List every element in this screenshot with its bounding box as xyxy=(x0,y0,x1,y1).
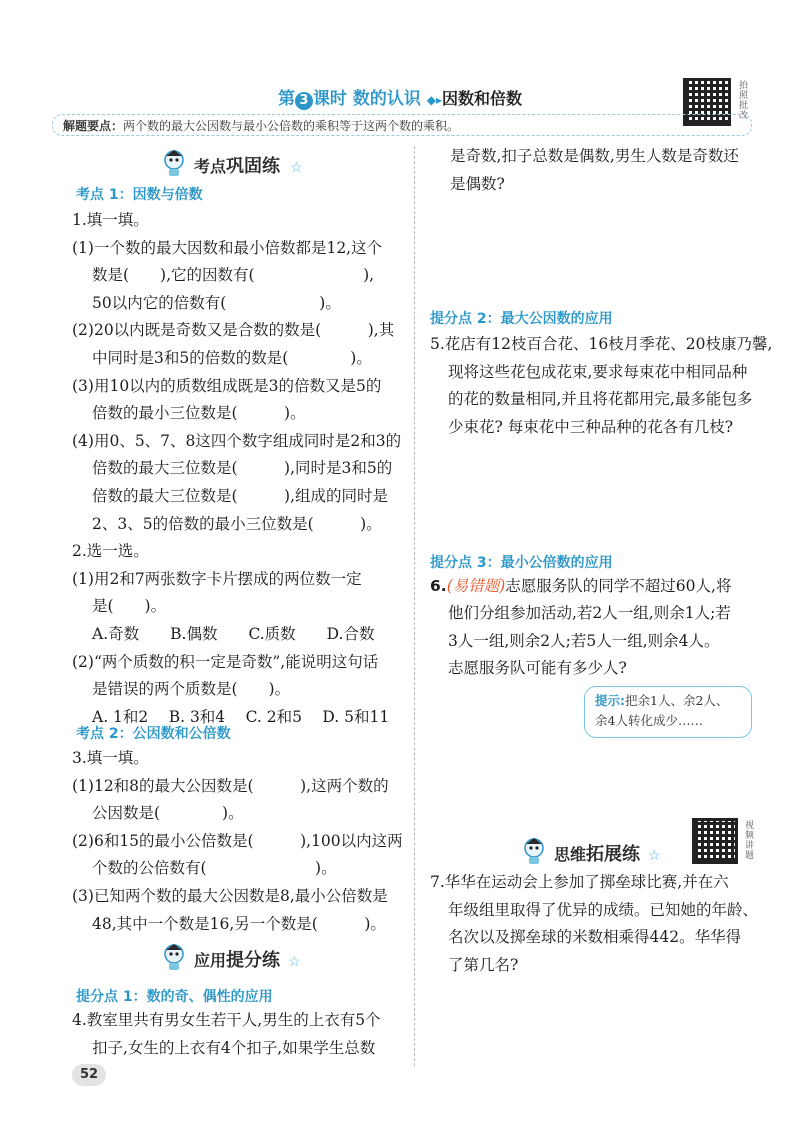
text-line: 是( )。 xyxy=(92,597,167,616)
section-application xyxy=(160,942,320,972)
text-line: 是奇数,扣子总数是偶数,男生人数是奇数还 xyxy=(450,147,739,165)
text-line: 是错误的两个质数是( )。 xyxy=(92,680,291,699)
qr-code-icon[interactable] xyxy=(692,818,738,864)
text-line: 年级组里取得了优异的成绩。已知她的年龄、 xyxy=(448,900,759,919)
text-line: 2.选一选。 xyxy=(72,542,149,561)
star-icon: ☆ xyxy=(288,954,301,970)
text-line: 个数的公倍数有( )。 xyxy=(92,859,337,878)
text-line: A. 1和2 B. 3和4 C. 2和5 D. 5和11 xyxy=(92,707,390,726)
section-title: 应用提分练 xyxy=(194,950,281,971)
hint-label: 提示: xyxy=(595,693,625,708)
tip-label: 解题要点： xyxy=(63,119,124,133)
kp-heading: 考点 1：因数与倍数 xyxy=(76,187,203,203)
lesson-number-badge: 3 xyxy=(295,92,313,110)
text-line: (2)20以内既是奇数又是合数的数是( ),其 xyxy=(72,321,395,340)
qr-label: 视频讲题 xyxy=(743,820,753,860)
text-line: 是偶数? xyxy=(450,174,505,193)
text-line: 他们分组参加活动,若2人一组,则余1人;若 xyxy=(448,604,731,622)
mascot-icon xyxy=(160,942,188,972)
star-icon: ☆ xyxy=(648,848,661,864)
mascot-icon xyxy=(160,148,188,178)
text-line: 的花的数量相同,并且将花都用完,最多能包多 xyxy=(448,390,753,409)
text-line: 倍数的最大三位数是( ),同时是3和5的 xyxy=(92,459,393,478)
text-line: 50以内它的倍数有( )。 xyxy=(92,293,341,312)
lesson-prefix: 第 xyxy=(277,89,295,109)
tip-text: 两个数的最大公因数与最小公倍数的乘积等于这两个数的乘积。 xyxy=(123,119,460,133)
text-line: 7.华华在运动会上参加了掷垒球比赛,并在六 xyxy=(430,873,729,891)
text-line: (4)用0、5、7、8这四个数字组成同时是2和3的 xyxy=(72,431,402,450)
text-line: 现将这些花包成花束,要求每束花中相同品种 xyxy=(448,362,748,381)
kp-heading: 提分点 1：数的奇、偶性的应用 xyxy=(76,989,273,1005)
section-extension xyxy=(520,836,680,866)
lesson-title xyxy=(278,84,522,110)
text-line: 倍数的最小三位数是( )。 xyxy=(92,404,306,423)
text-line: 志愿服务队可能有多少人? xyxy=(448,659,627,678)
text-line: (1)一个数的最大因数和最小倍数都是12,这个 xyxy=(72,238,383,257)
section-title: 考点巩固练 xyxy=(194,156,281,177)
lesson-name: 课时 数的认识 xyxy=(312,89,421,109)
text-line: 了第几名? xyxy=(448,955,519,974)
text-line: A.奇数 B.偶数 C.质数 D.合数 xyxy=(92,625,375,643)
qr-label: 拍照批改 xyxy=(737,80,747,120)
kp-heading: 考点 2：公因数和公倍数 xyxy=(76,726,231,742)
tip-bar xyxy=(52,114,752,136)
text-line: 2、3、5的倍数的最小三位数是( )。 xyxy=(92,514,382,533)
text-line: 中同时是3和5的倍数的数是( )。 xyxy=(92,349,372,367)
kp-heading: 提分点 3：最小公倍数的应用 xyxy=(430,555,613,571)
text-line: 名次以及掷垒球的米数相乘得442。华华得 xyxy=(448,928,742,947)
hint-text: 把余1人、余2人、 xyxy=(625,693,729,708)
text-line: (1)12和8的最大公因数是( ),这两个数的 xyxy=(72,776,389,795)
text-line: 4.教室里共有男女生若干人,男生的上衣有5个 xyxy=(72,1011,381,1029)
text-line: (2)6和15的最小公倍数是( ),100以内这两 xyxy=(72,831,403,850)
arrow-icon: ◆▸ xyxy=(426,93,443,107)
text-line: 1.填一填。 xyxy=(72,211,149,229)
text-line: 5.花店有12枝百合花、16枝月季花、20枝康乃馨, xyxy=(430,335,773,353)
page-number: 52 xyxy=(72,1064,106,1086)
text-line: 3人一组,则余2人;若5人一组,则余4人。 xyxy=(448,631,720,650)
section-consolidation xyxy=(160,148,320,178)
section-title: 思维拓展练 xyxy=(554,844,641,865)
star-icon: ☆ xyxy=(290,160,303,176)
text-line: 数是( ),它的因数有( ), xyxy=(92,266,375,285)
kp-heading: 提分点 2：最大公因数的应用 xyxy=(430,311,613,327)
lesson-subtitle: 因数和倍数 xyxy=(442,89,523,108)
text-line: 倍数的最大三位数是( ),组成的同时是 xyxy=(92,487,389,505)
question-6-first-line: 6.(易错题)志愿服务队的同学不超过60人,将 xyxy=(430,577,732,595)
hint-text: 余4人转化成少…… xyxy=(595,713,703,728)
column-divider xyxy=(414,146,415,1066)
text-line: (1)用2和7两张数字卡片摆成的两位数一定 xyxy=(72,569,362,588)
mascot-icon xyxy=(520,836,548,866)
text-line: 3.填一填。 xyxy=(72,749,149,767)
page-header xyxy=(0,84,800,114)
text-line: 少束花? 每束花中三种品种的花各有几枝? xyxy=(448,417,734,436)
text-line: 48,其中一个数是16,另一个数是( )。 xyxy=(92,914,386,933)
text-line: (2)“两个质数的积一定是奇数”,能说明这句话 xyxy=(72,652,379,671)
text-line: 扣子,女生的上衣有4个扣子,如果学生总数 xyxy=(92,1038,376,1057)
text-line: (3)用10以内的质数组成既是3的倍数又是5的 xyxy=(72,376,382,395)
text-line: (3)已知两个数的最大公因数是8,最小公倍数是 xyxy=(72,887,388,905)
hint-box xyxy=(584,686,752,738)
text-line: 公因数是( )。 xyxy=(92,804,244,823)
